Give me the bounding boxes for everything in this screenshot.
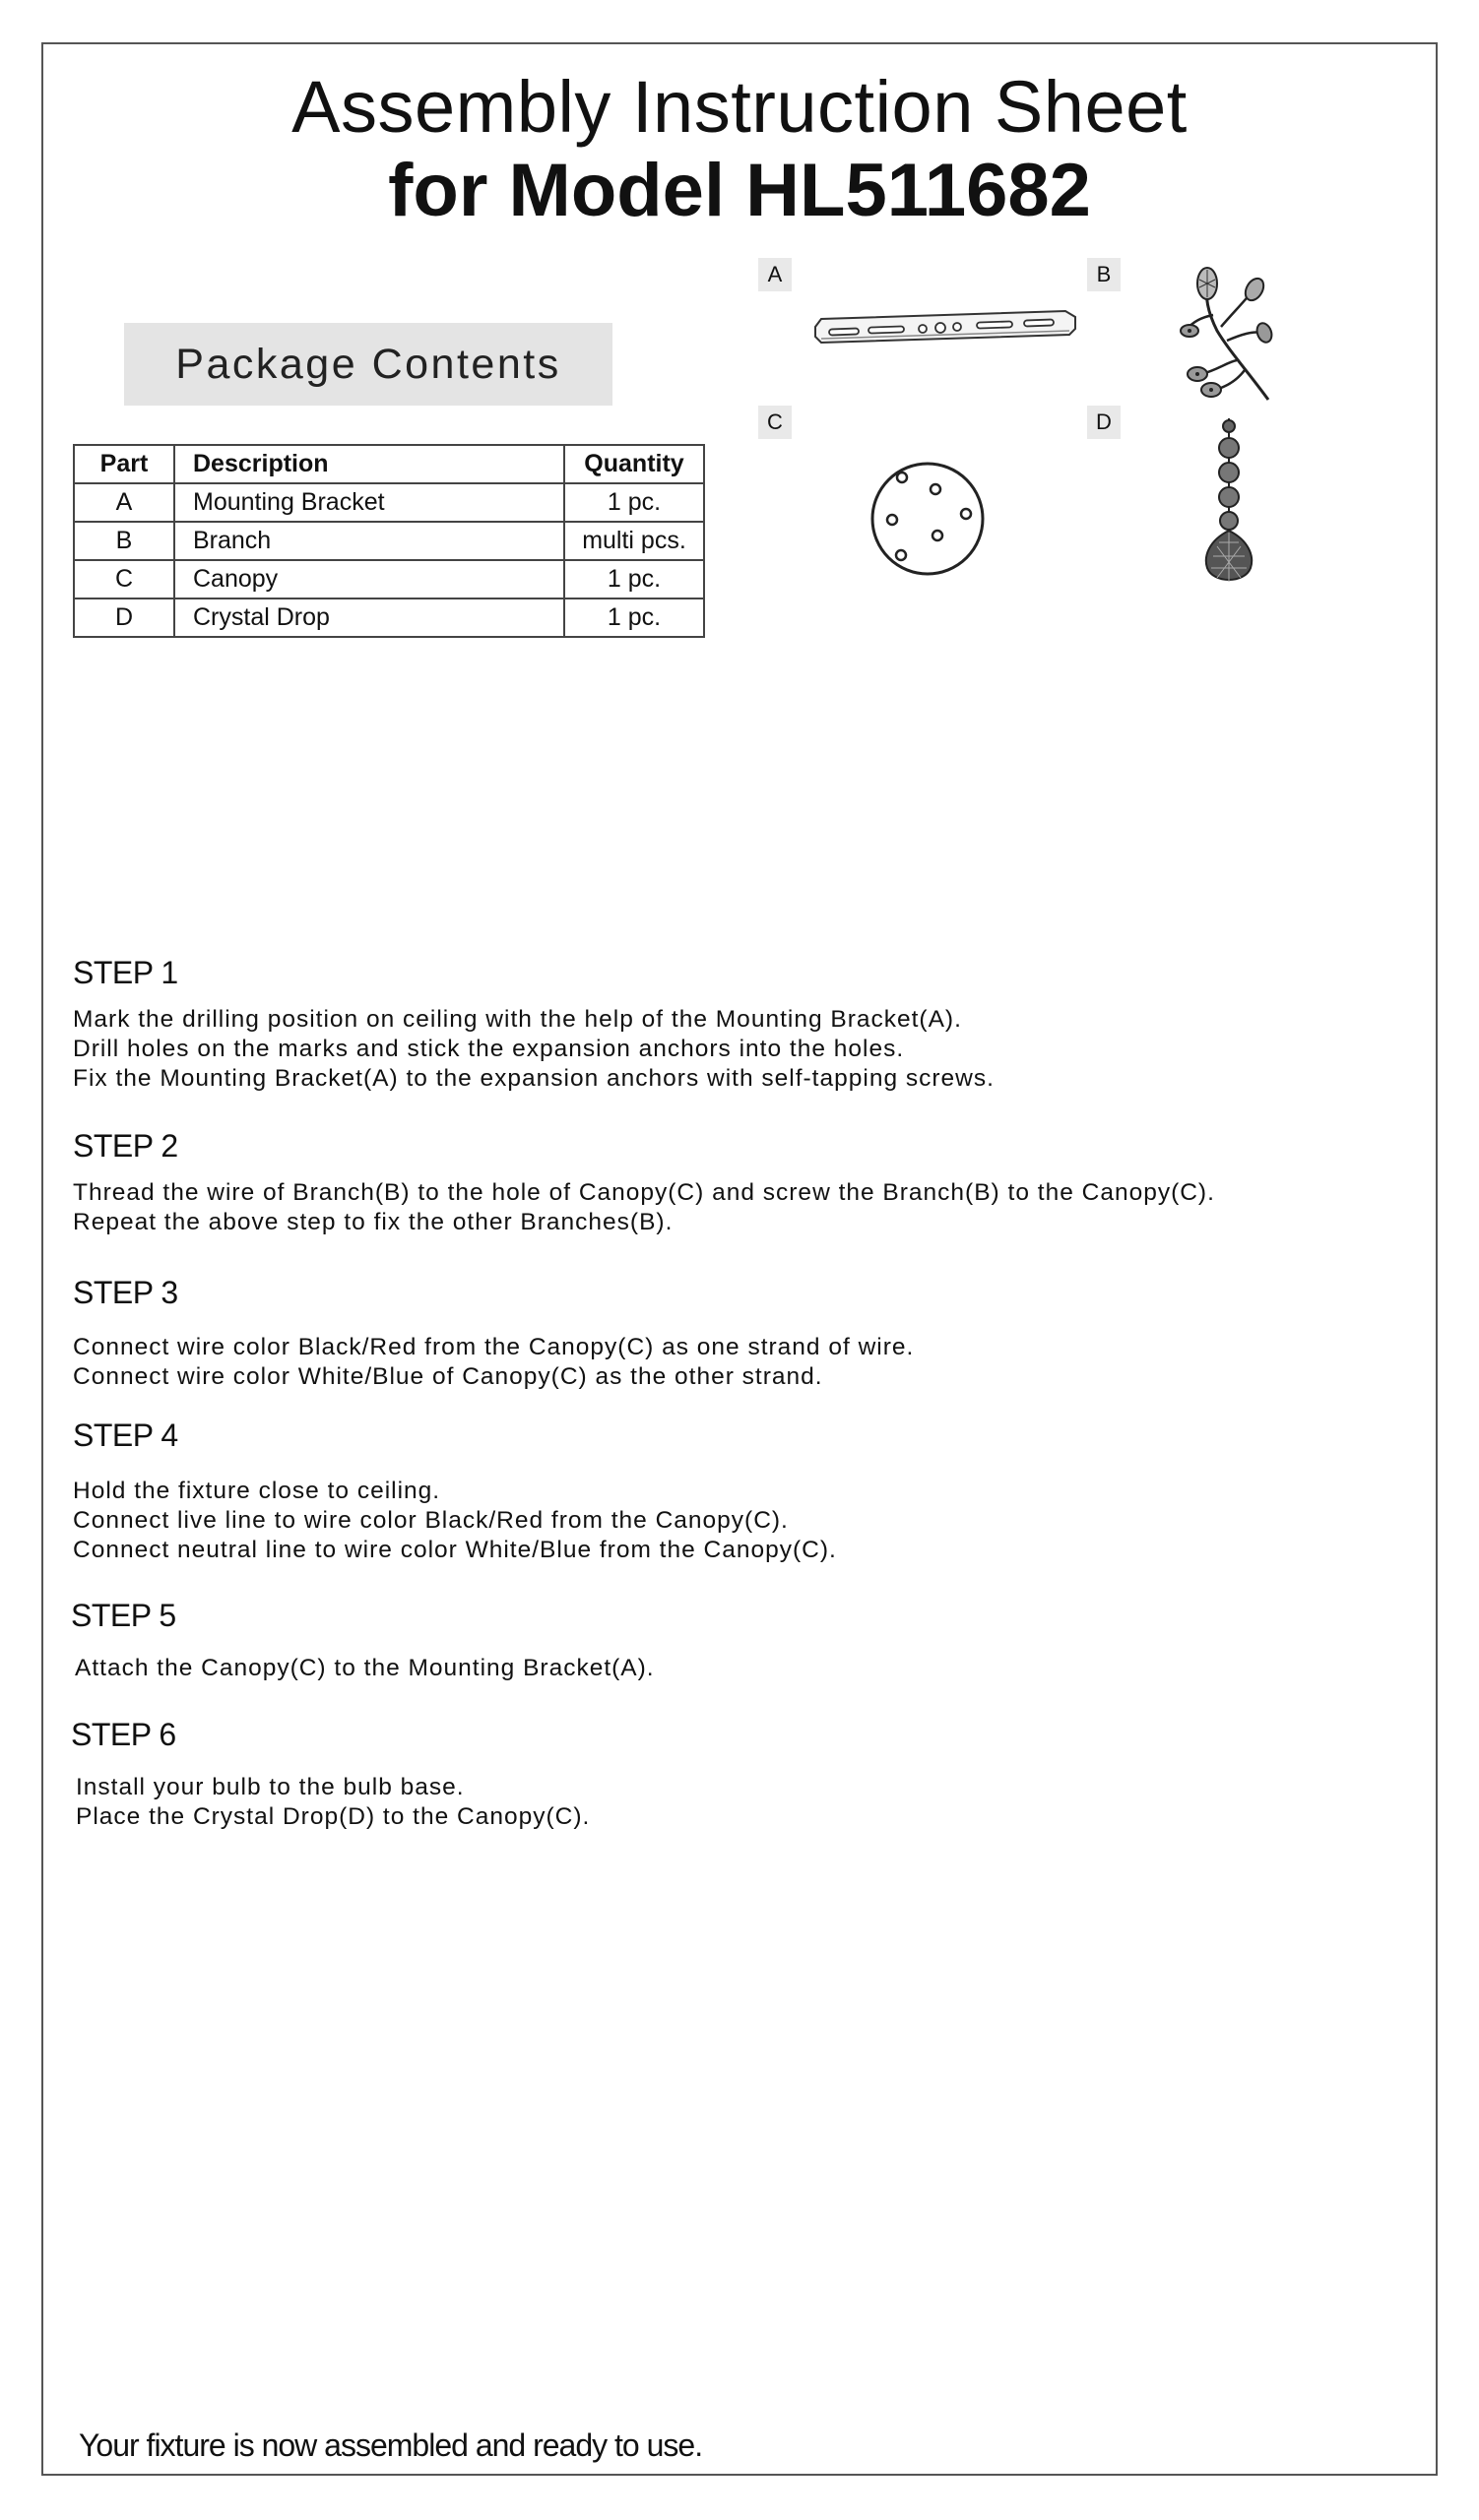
step-line: Drill holes on the marks and stick the expansion anchors into the holes. — [73, 1036, 905, 1062]
step-line: Hold the fixture close to ceiling. — [73, 1478, 441, 1504]
column-header-description: Description — [174, 445, 564, 483]
part-label-b: B — [1087, 258, 1121, 291]
branch-icon — [1178, 262, 1286, 406]
step-line: Connect wire color White/Blue of Canopy(C) as the other strand. — [73, 1363, 823, 1390]
quantity-cell: 1 pc. — [564, 598, 704, 637]
instruction-sheet-border — [41, 42, 1438, 2476]
mounting-bracket-icon — [807, 303, 1083, 352]
step-6-text — [76, 1773, 590, 1832]
step-5-text — [75, 1654, 655, 1683]
package-contents-heading: Package Contents — [124, 323, 612, 406]
package-contents-table — [73, 444, 705, 638]
table-row — [74, 560, 704, 598]
table-header-row — [74, 445, 704, 483]
step-line: Connect wire color Black/Red from the Canopy(C) as one strand of wire. — [73, 1334, 915, 1360]
table-row — [74, 598, 704, 637]
quantity-cell: 1 pc. — [564, 483, 704, 522]
table-row — [74, 522, 704, 560]
part-cell: B — [74, 522, 174, 560]
part-cell: D — [74, 598, 174, 637]
step-2-text — [73, 1178, 1215, 1237]
step-3-text — [73, 1333, 914, 1392]
step-2-heading: STEP 2 — [73, 1128, 178, 1164]
quantity-cell: 1 pc. — [564, 560, 704, 598]
step-line: Fix the Mounting Bracket(A) to the expansion anchors with self-tapping screws. — [73, 1065, 995, 1092]
quantity-cell: multi pcs. — [564, 522, 704, 560]
step-4-text — [73, 1477, 837, 1565]
step-6-heading: STEP 6 — [71, 1717, 176, 1752]
step-line: Install your bulb to the bulb base. — [76, 1774, 465, 1800]
step-line: Mark the drilling position on ceiling with the help of the Mounting Bracket(A). — [73, 1006, 962, 1033]
completion-message: Your fixture is now assembled and ready to use. — [79, 2427, 703, 2463]
step-line: Thread the wire of Branch(B) to the hole of Canopy(C) and screw the Branch(B) to the Canopy(C). — [73, 1179, 1215, 1206]
column-header-part: Part — [74, 445, 174, 483]
step-1-heading: STEP 1 — [73, 955, 178, 990]
description-cell: Branch — [174, 522, 564, 560]
table-row — [74, 483, 704, 522]
part-label-d: D — [1087, 406, 1121, 439]
canopy-icon — [867, 458, 989, 580]
step-4-heading: STEP 4 — [73, 1418, 178, 1453]
step-3-heading: STEP 3 — [73, 1275, 178, 1310]
part-label-a: A — [758, 258, 792, 291]
crystal-drop-icon — [1199, 418, 1258, 588]
description-cell: Canopy — [174, 560, 564, 598]
step-line: Place the Crystal Drop(D) to the Canopy(C). — [76, 1803, 591, 1830]
step-line: Connect live line to wire color Black/Red from the Canopy(C). — [73, 1507, 789, 1534]
part-cell: A — [74, 483, 174, 522]
description-cell: Mounting Bracket — [174, 483, 564, 522]
part-label-c: C — [758, 406, 792, 439]
description-cell: Crystal Drop — [174, 598, 564, 637]
step-line: Repeat the above step to fix the other Branches(B). — [73, 1209, 674, 1235]
step-line: Attach the Canopy(C) to the Mounting Bracket(A). — [75, 1655, 655, 1681]
column-header-quantity: Quantity — [564, 445, 704, 483]
model-title: for Model HL511682 — [388, 149, 1091, 232]
step-line: Connect neutral line to wire color White/Blue from the Canopy(C). — [73, 1537, 837, 1563]
sheet-title: Assembly Instruction Sheet — [291, 66, 1188, 148]
part-cell: C — [74, 560, 174, 598]
step-1-text — [73, 1005, 995, 1094]
step-5-heading: STEP 5 — [71, 1598, 176, 1633]
